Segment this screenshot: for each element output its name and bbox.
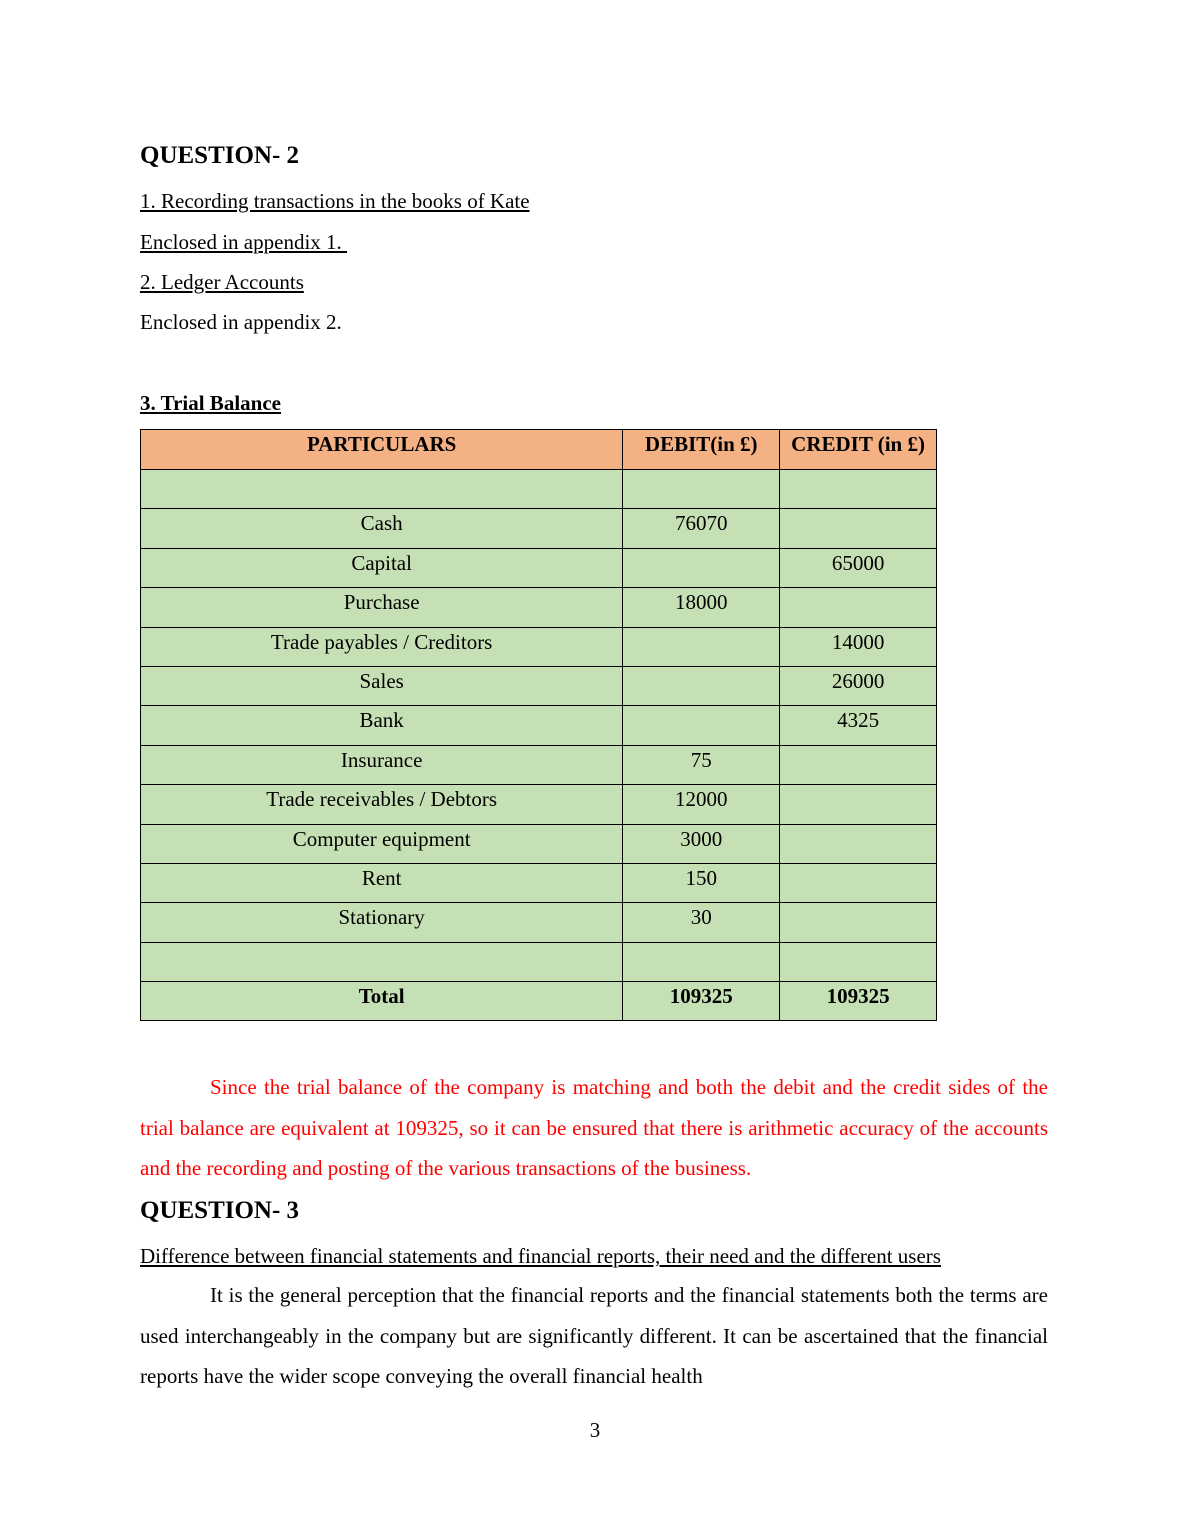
header-particulars: PARTICULARS [141, 430, 623, 470]
cell-debit: 75 [623, 745, 780, 784]
cell-debit: 30 [623, 903, 780, 942]
total-particulars: Total [141, 982, 623, 1021]
cell-debit: 150 [623, 863, 780, 902]
item2-text: Enclosed in appendix 2. [140, 310, 342, 334]
trial-balance-table [140, 429, 937, 1021]
item1-text: Enclosed in appendix 1. [140, 230, 348, 254]
header-credit: CREDIT (in £) [780, 430, 937, 470]
cell-particulars: Trade receivables / Debtors [141, 785, 623, 824]
table-row [141, 548, 937, 587]
cell-debit [623, 470, 780, 509]
cell-debit [623, 627, 780, 666]
cell-credit [780, 863, 937, 902]
table-row [141, 863, 937, 902]
cell-particulars: Cash [141, 509, 623, 548]
cell-debit: 76070 [623, 509, 780, 548]
cell-debit: 12000 [623, 785, 780, 824]
cell-credit: 26000 [780, 666, 937, 705]
question-3-heading: Difference between financial statements and financial reports, their need and the different users [140, 1244, 941, 1268]
table-row [141, 509, 937, 548]
total-credit: 109325 [780, 982, 937, 1021]
cell-particulars: Trade payables / Creditors [141, 627, 623, 666]
table-row [141, 588, 937, 627]
cell-debit: 18000 [623, 588, 780, 627]
cell-debit [623, 706, 780, 745]
total-debit: 109325 [623, 982, 780, 1021]
cell-credit [780, 942, 937, 981]
cell-particulars: Purchase [141, 588, 623, 627]
cell-particulars: Capital [141, 548, 623, 587]
cell-particulars: Computer equipment [141, 824, 623, 863]
cell-debit: 3000 [623, 824, 780, 863]
table-row [141, 627, 937, 666]
trial-balance-heading: 3. Trial Balance [140, 391, 281, 415]
cell-credit [780, 509, 937, 548]
cell-particulars [141, 942, 623, 981]
cell-credit [780, 903, 937, 942]
table-row [141, 470, 937, 509]
conclusion-paragraph: Since the trial balance of the company is matching and both the debit and the credit sides of the trial balance are equivalent at 109325, so it can be ensured that there is arithmetic accuracy of the accounts and the recording and posting of the various transactions of the business. [140, 1075, 1048, 1180]
cell-particulars: Stationary [141, 903, 623, 942]
cell-credit [780, 745, 937, 784]
table-row [141, 942, 937, 981]
cell-credit: 14000 [780, 627, 937, 666]
cell-debit [623, 942, 780, 981]
cell-credit: 65000 [780, 548, 937, 587]
cell-credit [780, 470, 937, 509]
cell-particulars: Bank [141, 706, 623, 745]
table-row [141, 824, 937, 863]
question-3-title: QUESTION- 3 [140, 1197, 300, 1224]
cell-credit [780, 785, 937, 824]
table-row [141, 745, 937, 784]
page-number: 3 [589, 1418, 601, 1442]
cell-particulars [141, 470, 623, 509]
cell-debit [623, 666, 780, 705]
table-row [141, 903, 937, 942]
question-2-title: QUESTION- 2 [140, 142, 300, 169]
cell-debit [623, 548, 780, 587]
table-row [141, 706, 937, 745]
cell-particulars: Insurance [141, 745, 623, 784]
item1-heading: 1. Recording transactions in the books of Kate [140, 189, 530, 213]
cell-particulars: Sales [141, 666, 623, 705]
table-header-row [141, 430, 937, 470]
table-row [141, 785, 937, 824]
header-debit: DEBIT(in £) [623, 430, 780, 470]
cell-particulars: Rent [141, 863, 623, 902]
item2-heading: 2. Ledger Accounts [140, 270, 304, 294]
cell-credit [780, 824, 937, 863]
question-3-paragraph: It is the general perception that the financial reports and the financial statements both the terms are used interchangeably in the company but are significantly different. It can be ascertained that the financial reports have the wider scope conveying the overall financial health [140, 1283, 1048, 1388]
cell-credit [780, 588, 937, 627]
cell-credit: 4325 [780, 706, 937, 745]
total-row [141, 982, 937, 1021]
table-row [141, 666, 937, 705]
